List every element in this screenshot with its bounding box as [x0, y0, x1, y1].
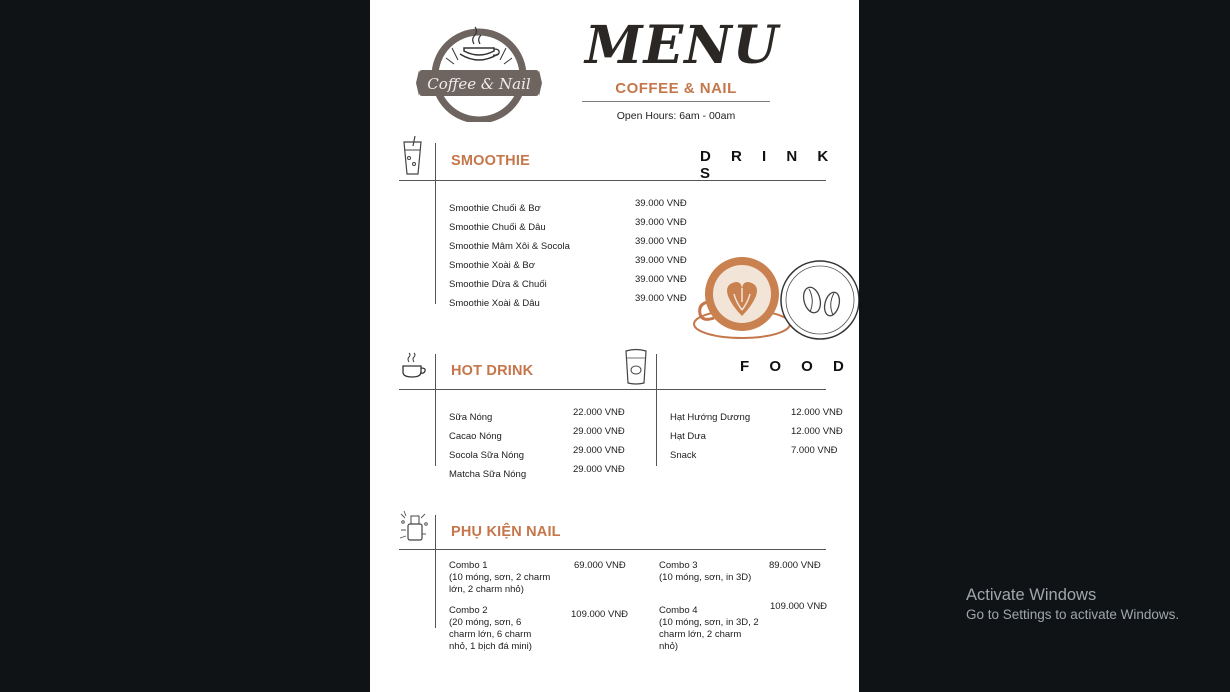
item-name: Smoothie Mâm Xôi & Socola: [449, 241, 570, 252]
nail-vertical-divider: [435, 515, 436, 628]
list-item: [449, 236, 749, 255]
list-item: [449, 445, 639, 464]
menu-subtitle: COFFEE & NAIL: [615, 80, 737, 97]
hot-cup-icon: [400, 352, 428, 385]
drinks-label: D R I N K S: [700, 148, 837, 182]
menu-page: [370, 0, 859, 692]
item-name: Smoothie Chuối & Dâu: [449, 222, 546, 233]
item-price: 39.000 VNĐ: [635, 293, 687, 304]
item-name: Smoothie Chuối & Bơ: [449, 203, 541, 214]
snack-bag-icon: [622, 348, 650, 391]
item-price: 39.000 VNĐ: [635, 274, 687, 285]
coffee-nail-logo: [416, 18, 542, 122]
item-price: 39.000 VNĐ: [635, 236, 687, 247]
list-item: [449, 426, 639, 445]
hot-drink-divider: [399, 389, 826, 390]
item-price: 12.000 VNĐ: [791, 426, 843, 437]
list-item: [449, 217, 749, 236]
item-name: Cacao Nóng: [449, 431, 502, 442]
item-price: 29.000 VNĐ: [573, 445, 625, 456]
item-price: 29.000 VNĐ: [573, 426, 625, 437]
subtitle-underline: [582, 101, 770, 102]
list-item: [670, 407, 845, 426]
logo-text: Coffee & Nail: [427, 75, 531, 93]
food-vertical-divider: [656, 354, 657, 466]
watermark-title: Activate Windows: [966, 586, 1097, 604]
item-price: 7.000 VNĐ: [791, 445, 838, 456]
list-item: [449, 198, 749, 217]
item-price: 29.000 VNĐ: [573, 464, 625, 475]
combo-desc: (10 móng, sơn, in 3D, 2 charm lớn, 2 charm nhỏ): [659, 617, 759, 652]
latte-coffee-illustration: [692, 254, 859, 351]
combo-1: [449, 560, 561, 596]
combo-1-price: 69.000 VNĐ: [574, 560, 626, 571]
hot-drink-vertical-divider: [435, 354, 436, 466]
combo-3-price: 89.000 VNĐ: [769, 560, 821, 571]
watermark-subtitle: Go to Settings to activate Windows.: [966, 607, 1180, 622]
item-price: 39.000 VNĐ: [635, 198, 687, 209]
item-price: 12.000 VNĐ: [791, 407, 843, 418]
item-price: 39.000 VNĐ: [635, 217, 687, 228]
combo-3: [659, 560, 767, 584]
smoothie-vertical-divider: [435, 143, 436, 304]
item-price: 22.000 VNĐ: [573, 407, 625, 418]
smoothie-divider: [399, 180, 826, 181]
nail-title: PHỤ KIỆN NAIL: [451, 524, 561, 540]
combo-4-price: 109.000 VNĐ: [770, 601, 828, 612]
food-label: F O O D: [740, 358, 852, 375]
combo-desc: (20 móng, sơn, 6 charm lớn, 6 charm nhỏ, 1 bịch đá mini): [449, 617, 532, 652]
list-item: [670, 426, 845, 445]
item-name: Smoothie Xoài & Dâu: [449, 298, 540, 309]
item-name: Hạt Dưa: [670, 431, 706, 442]
item-name: Matcha Sữa Nóng: [449, 469, 527, 480]
item-price: 39.000 VNĐ: [635, 255, 687, 266]
item-name: Snack: [670, 450, 697, 461]
list-item: [449, 407, 639, 426]
smoothie-title: SMOOTHIE: [451, 153, 530, 169]
item-name: Smoothie Xoài & Bơ: [449, 260, 535, 271]
food-list: [670, 407, 845, 464]
combo-name: Combo 4: [659, 605, 698, 616]
list-item: [449, 464, 639, 483]
combo-name: Combo 2: [449, 605, 488, 616]
item-name: Hạt Hướng Dương: [670, 412, 751, 423]
list-item: [670, 445, 845, 464]
item-name: Smoothie Dừa & Chuối: [449, 279, 547, 290]
activate-windows-watermark: [966, 586, 1179, 622]
nail-divider: [399, 549, 826, 550]
combo-name: Combo 1: [449, 560, 488, 571]
smoothie-glass-icon: [400, 134, 424, 181]
combo-name: Combo 3: [659, 560, 698, 571]
item-name: Sữa Nóng: [449, 412, 493, 423]
item-name: Socola Sữa Nóng: [449, 450, 525, 461]
hot-drink-list: [449, 407, 639, 483]
combo-desc: (10 móng, sơn, 2 charm lớn, 2 charm nhỏ): [449, 572, 551, 595]
menu-title: MENU: [585, 15, 780, 76]
open-hours: Open Hours: 6am - 00am: [616, 110, 736, 122]
combo-4: [659, 605, 761, 653]
nail-polish-icon: [398, 508, 430, 549]
combo-desc: (10 móng, sơn, in 3D): [659, 572, 752, 583]
hot-drink-title: HOT DRINK: [451, 363, 534, 379]
combo-2-price: 109.000 VNĐ: [571, 609, 629, 620]
combo-2: [449, 605, 545, 653]
